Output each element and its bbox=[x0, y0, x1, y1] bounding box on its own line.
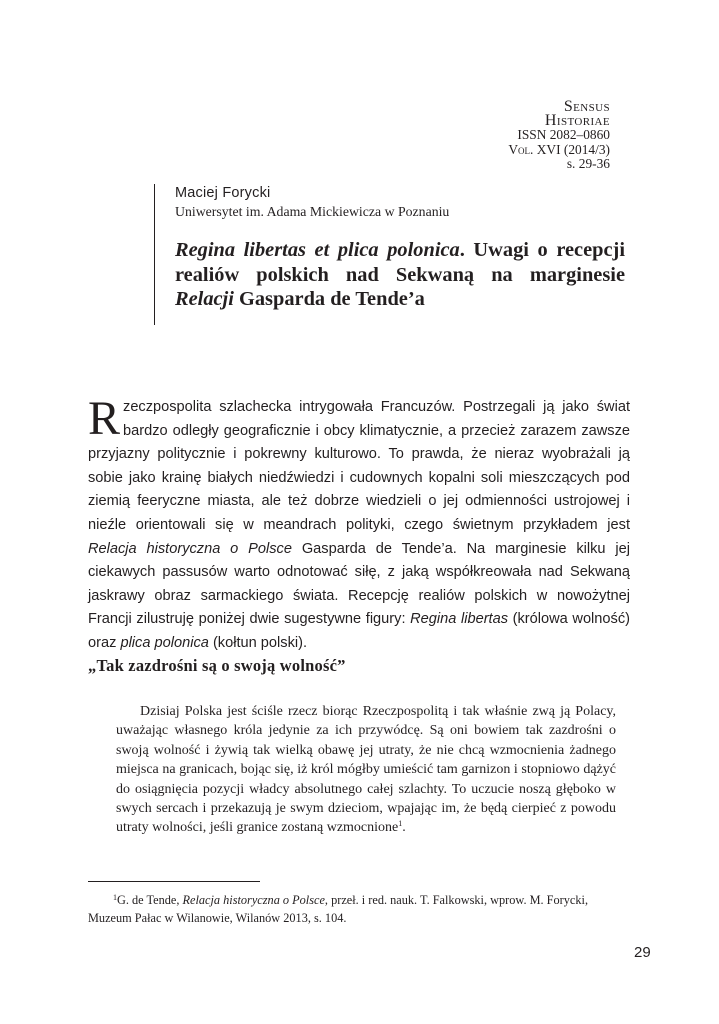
quote-text: Dzisiaj Polska jest ściśle rzecz biorąc Rzeczpospolitą i tak właśnie zwą ją Polacy, uważając własnego króla jedynie za ich przywódcę. Są oni bowiem tak zazdrośni o swoją wolność i żywią tak wielką obawę jej utraty, że nie chcą wzmocnienia żadnego miejsca na granicach, bojąc się, iż król mógłby umieścić tam garnizon i stopniowo dążyć do osiągnięcia pozycji władcy absolutnego całej szlachty. To uczucie noszą głęboko w swych sercach i przekazują je swym dzieciom, wpajając im, że będą cierpieć z powodu utraty wolności, jeśli granice zostaną wzmocnione bbox=[116, 704, 616, 836]
journal-issn: ISSN 2082–0860 bbox=[517, 127, 610, 142]
article-header bbox=[154, 184, 624, 325]
drop-cap: R bbox=[88, 392, 121, 445]
journal-volume: Vol. XVI (2014/3) bbox=[508, 141, 610, 157]
intro-text-2: Gasparda de Tende’a. Na marginesie kilku jej ciekawych passusów warto odnotować siłę, z jaką współkreowała nad Sekwaną jaskrawy obraz sarmackiego świata. Recepcję realiów polskich w nowożytnej Francji zilustruję poniżej dwie sugestywne figury: bbox=[88, 540, 631, 628]
intro-italic-1: Relacja historyczna o Polsce bbox=[88, 540, 292, 557]
quote-end: . bbox=[402, 820, 406, 836]
article-title bbox=[175, 238, 625, 312]
block-quote bbox=[116, 702, 616, 838]
intro-paragraph bbox=[88, 392, 631, 656]
footnote-italic: Relacja historyczna o Polsce bbox=[182, 893, 325, 907]
intro-italic-2: Regina libertas bbox=[410, 611, 509, 628]
intro-text-4: (kołtun polski). bbox=[208, 634, 308, 651]
footnote-mark: 1 bbox=[113, 893, 117, 902]
journal-name-line1: Sensus bbox=[563, 98, 610, 115]
footnote-text-2: , przeł. i red. nauk. T. Falkowski, wprow. M. Forycki, Muzeum Pałac w Wilanowie, Wilanów 2013, s. 104. bbox=[88, 893, 589, 925]
author-affiliation: Uniwersytet im. Adama Mickiewicza w Poznaniu bbox=[175, 204, 450, 219]
title-italic-1: Regina libertas et plica polonica bbox=[175, 239, 460, 261]
title-part-2: . Uwagi o recepcji realiów polskich nad Sekwaną na marginesie bbox=[175, 239, 625, 286]
page-number: 29 bbox=[634, 944, 651, 961]
footnote-divider bbox=[88, 881, 260, 882]
journal-name-line2: Historiae bbox=[544, 112, 610, 129]
footnote-text-1: G. de Tende, bbox=[117, 893, 183, 907]
footnote-reference[interactable]: 1 bbox=[398, 819, 403, 829]
title-part-4: Gasparda de Tende’a bbox=[233, 288, 425, 311]
footnote bbox=[88, 889, 618, 927]
intro-text-1: zeczpospolita szlachecka intrygowała Francuzów. Postrzegali ją jako świat bardzo odległy geograficznie i obcy klimatycznie, a przecież zarazem zawsze przyjazny politycznie i pokrewny kulturowo. To prawda, że nieraz wyobrażali ją sobie jako krainę białych niedźwiedzi i cudownych kopalni soli mieszczących pod ziemią feeryczne miasta, ale też dobrze wiedzieli o jej odmienności ustrojowej i nieźle orientowali się w meandrach polityki, czego świetnym przykładem jest bbox=[88, 399, 630, 533]
section-heading: „Tak zazdrośni są o swoją wolność” bbox=[88, 656, 346, 675]
journal-pages: s. 29-36 bbox=[566, 156, 610, 171]
journal-info bbox=[508, 100, 610, 172]
title-italic-3: Relacji bbox=[175, 288, 234, 311]
intro-italic-3: plica polonica bbox=[120, 634, 209, 651]
intro-text-3: (królowa wolność) oraz bbox=[88, 611, 630, 651]
author-name: Maciej Forycki bbox=[175, 185, 271, 201]
